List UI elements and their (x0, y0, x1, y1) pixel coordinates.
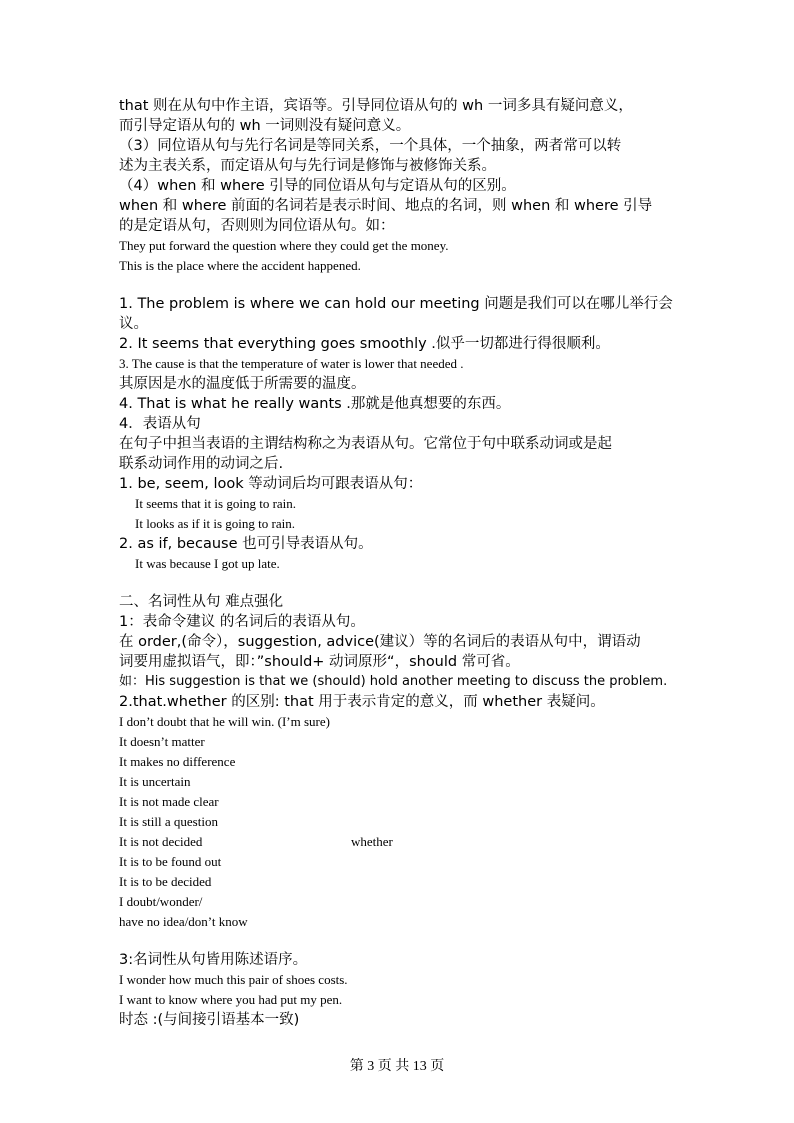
text-line: 2. as if, because 也可引导表语从句。 (119, 536, 373, 552)
text-line: 的是定语从句，否则则为同位语从句。如： (119, 218, 395, 234)
example-sentence: I doubt/wonder/ (119, 894, 203, 909)
example-sentence: It is still a question (119, 814, 218, 829)
text-line: that 则在从句中作主语，宾语等。引导同位语从句的 wh 一词多具有疑问意义， (119, 98, 633, 114)
example-sentence: It looks as if it is going to rain. (135, 516, 295, 531)
section-heading: 4．表语从句 (119, 416, 201, 432)
text-line: 2.that.whether 的区别: that 用于表示肯定的意义，而 whether 表疑问。 (119, 694, 605, 710)
example-sentence: It is to be found out (119, 854, 222, 869)
text-line: 1. be, seem, look 等动词后均可跟表语从句： (119, 476, 423, 492)
text-line: 如：His suggestion is that we (should) hold another meeting to discuss the problem. (119, 674, 668, 689)
text-line: 时态 :(与间接引语基本一致) (119, 1012, 300, 1028)
text-line: 述为主表关系，而定语从句与先行词是修饰与被修饰关系。 (119, 158, 496, 174)
example-sentence: It seems that it is going to rain. (135, 496, 297, 511)
text-line: 2. It seems that everything goes smoothly .似乎一切都进行得很顺利。 (119, 336, 610, 352)
text-line: （3）同位语从句与先行名词是等同关系，一个具体，一个抽象，两者常可以转 (119, 138, 622, 154)
section-heading: 二、名词性从句 难点强化 (119, 594, 284, 610)
example-sentence: This is the place where the accident happened. (119, 258, 361, 273)
text-line: 词要用虚拟语气，即：”should+ 动词原形“，should 常可省。 (119, 654, 520, 670)
example-sentence: I don’t doubt that he will win. (I’m sure) (119, 714, 330, 729)
text-line: 4. That is what he really wants .那就是他真想要的东西。 (119, 396, 511, 412)
example-sentence: It is uncertain (119, 774, 191, 789)
text-line: 在句子中担当表语的主谓结构称之为表语从句。它常位于句中联系动词或是起 (119, 436, 612, 452)
document-body (119, 96, 679, 1030)
text-line: when 和 where 前面的名词若是表示时间、地点的名词，则 when 和 where 引导 (119, 198, 653, 214)
example-sentence: It is not made clear (119, 794, 219, 809)
text-line: 1：表命令建议 的名词后的表语从句。 (119, 614, 365, 630)
text-line: 1. The problem is where we can hold our meeting 问题是我们可以在哪儿举行会 (119, 296, 673, 312)
page-number-footer: 第 3 页 共 13 页 (349, 1059, 445, 1074)
example-sentence: It was because I got up late. (135, 556, 280, 571)
example-text: It is not decided (119, 834, 203, 849)
example-sentence: It makes no difference (119, 754, 236, 769)
example-sentence: They put forward the question where they could get the money. (119, 238, 449, 253)
example-sentence: I wonder how much this pair of shoes costs. (119, 972, 348, 987)
text-line: （4）when 和 where 引导的同位语从句与定语从句的区别。 (119, 178, 516, 194)
section-heading: 3:名词性从句皆用陈述语序。 (119, 952, 308, 968)
example-sentence: It doesn’t matter (119, 734, 205, 749)
example-sentence: have no idea/don’t know (119, 914, 248, 929)
example-sentence: I want to know where you had put my pen. (119, 992, 343, 1007)
example-sentence: 3. The cause is that the temperature of water is lower that needed . (119, 356, 464, 371)
example-sentence: It is to be decided (119, 874, 212, 889)
example-sentence-with-whether (119, 832, 679, 852)
text-line: 其原因是水的温度低于所需要的温度。 (119, 376, 366, 392)
text-line: 在 order,(命令），suggestion, advice(建议）等的名词后的表语从句中，谓语动 (119, 634, 641, 650)
text-line: 而引导定语从句的 wh 一词则没有疑问意义。 (119, 118, 411, 134)
text-line: 联系动词作用的动词之后. (119, 456, 284, 472)
text-line: 议。 (119, 316, 148, 332)
whether-label: whether (351, 834, 393, 849)
